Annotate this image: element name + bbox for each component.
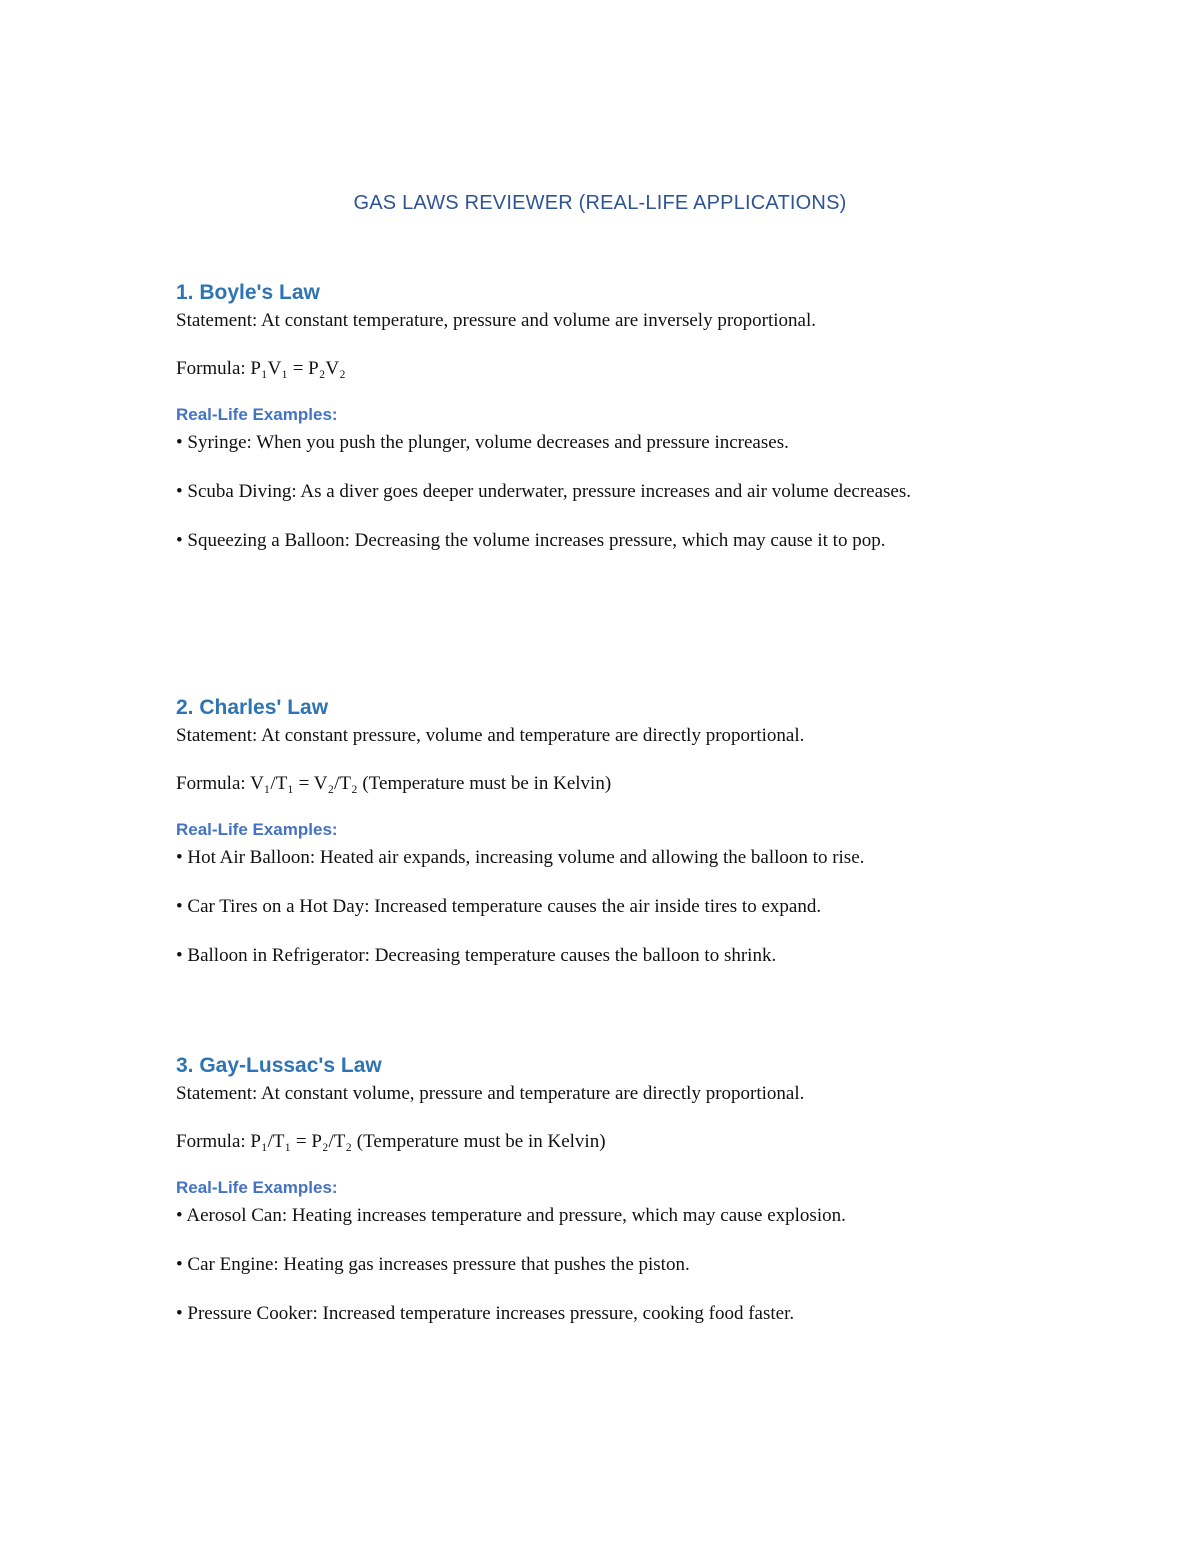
law-statement: Statement: At constant pressure, volume and temperature are directly proportional.: [176, 725, 805, 746]
example-item: • Balloon in Refrigerator: Decreasing temperature causes the balloon to shrink.: [176, 945, 777, 966]
section-charles-law: [176, 692, 1036, 991]
example-item: • Car Tires on a Hot Day: Increased temperature causes the air inside tires to expand.: [176, 896, 822, 917]
section-heading: 1. Boyle's Law: [176, 281, 320, 304]
section-heading: 3. Gay-Lussac's Law: [176, 1054, 382, 1077]
example-item: • Scuba Diving: As a diver goes deeper underwater, pressure increases and air volume decreases.: [176, 481, 912, 502]
example-item: • Pressure Cooker: Increased temperature increases pressure, cooking food faster.: [176, 1303, 795, 1324]
law-statement: Statement: At constant temperature, pressure and volume are inversely proportional.: [176, 310, 816, 331]
law-formula: Formula: P₁V₁ = P₂V₂: [176, 358, 346, 379]
examples-list: [176, 844, 1036, 970]
section-boyles-law: [176, 277, 1036, 576]
examples-heading: Real-Life Examples:: [176, 405, 338, 424]
example-item: • Syringe: When you push the plunger, volume decreases and pressure increases.: [176, 432, 789, 453]
example-item: • Aerosol Can: Heating increases temperature and pressure, which may cause explosion.: [176, 1205, 846, 1226]
page-title: GAS LAWS REVIEWER (REAL-LIFE APPLICATIONS): [353, 192, 847, 214]
example-item: • Car Engine: Heating gas increases pressure that pushes the piston.: [176, 1254, 690, 1275]
examples-heading: Real-Life Examples:: [176, 1178, 338, 1197]
law-statement: Statement: At constant volume, pressure and temperature are directly proportional.: [176, 1083, 805, 1104]
examples-list: [176, 1202, 1036, 1328]
section-heading: 2. Charles' Law: [176, 696, 329, 719]
law-formula: Formula: P₁/T₁ = P₂/T₂ (Temperature must be in Kelvin): [176, 1131, 606, 1152]
examples-heading: Real-Life Examples:: [176, 820, 338, 839]
example-item: • Hot Air Balloon: Heated air expands, increasing volume and allowing the balloon to rise.: [176, 847, 865, 868]
example-item: • Squeezing a Balloon: Decreasing the volume increases pressure, which may cause it to pop.: [176, 530, 886, 551]
examples-list: [176, 429, 1036, 555]
section-gay-lussacs-law: [176, 1050, 1036, 1349]
law-formula: Formula: V₁/T₁ = V₂/T₂ (Temperature must be in Kelvin): [176, 773, 612, 794]
